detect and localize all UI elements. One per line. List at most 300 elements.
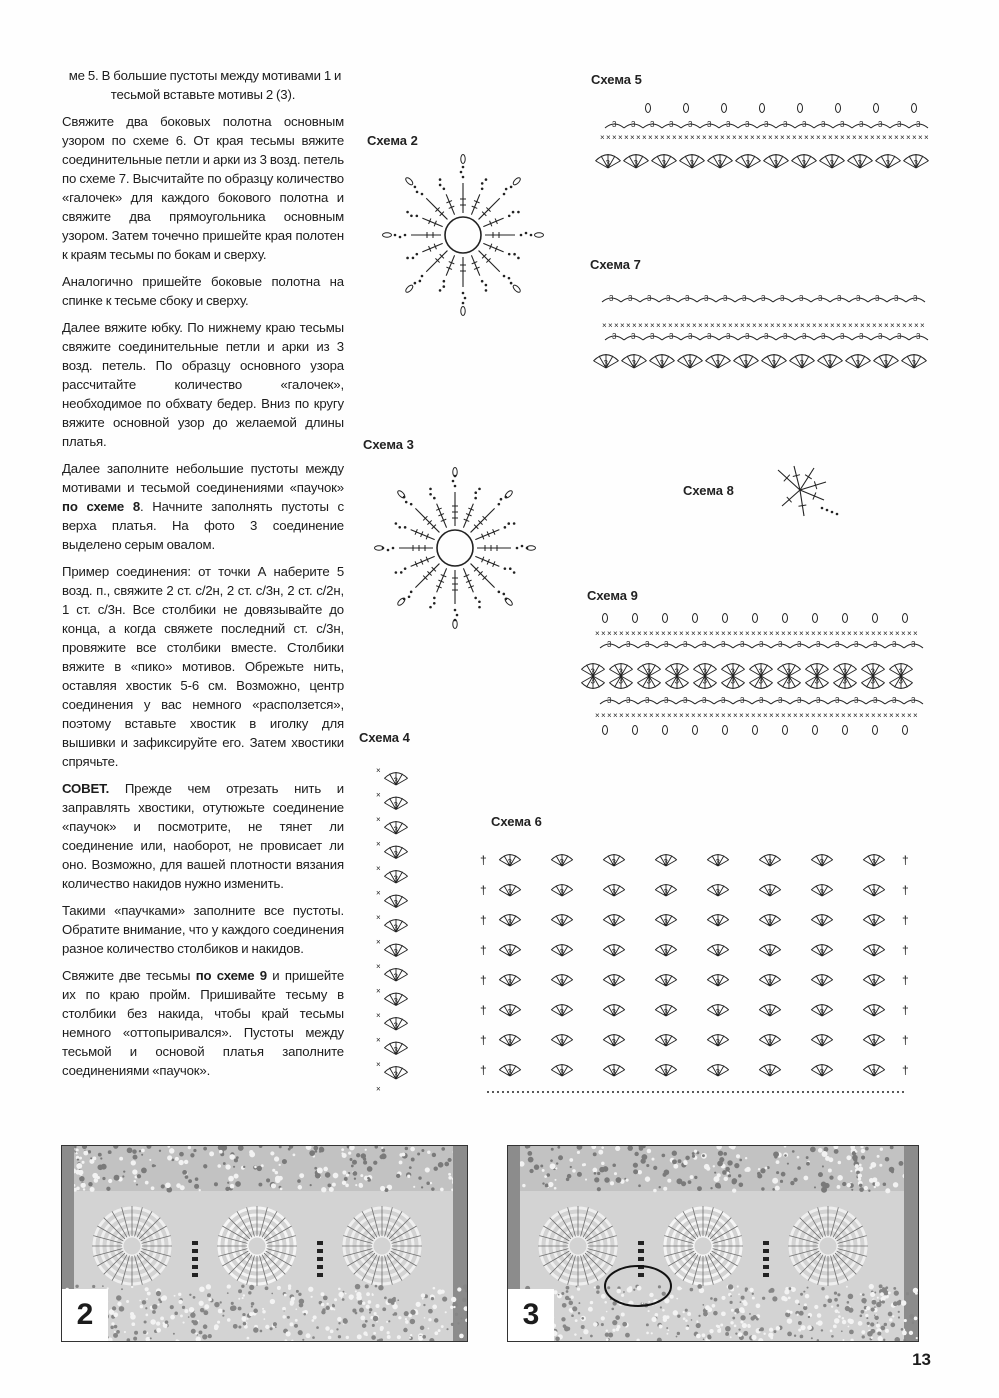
svg-text:×: × xyxy=(823,629,828,638)
svg-text:×: × xyxy=(793,629,798,638)
svg-text:×: × xyxy=(721,711,726,720)
svg-text:3: 3 xyxy=(767,857,772,867)
svg-text:×: × xyxy=(630,133,635,142)
svg-text:×: × xyxy=(685,629,690,638)
svg-text:×: × xyxy=(714,133,719,142)
svg-text:3: 3 xyxy=(611,887,616,897)
svg-text:×: × xyxy=(715,711,720,720)
svg-text:3: 3 xyxy=(707,332,712,341)
svg-text:3: 3 xyxy=(859,332,864,341)
svg-text:3: 3 xyxy=(393,898,398,908)
svg-text:×: × xyxy=(776,321,781,330)
paragraph-9: Свяжите две тесьмы по схеме 9 и пришейте их по краю пройм. Пришивайте тесьму в столбики без накида, чтобы край тесьмы немного «оттопыривался». Пустоты между тесьмой и основой платья заполните соединениями «паучок». xyxy=(62,968,344,1078)
svg-text:3: 3 xyxy=(819,1037,824,1047)
svg-text:3: 3 xyxy=(683,696,688,705)
svg-text:3: 3 xyxy=(715,947,720,957)
svg-text:3: 3 xyxy=(840,332,845,341)
svg-text:×: × xyxy=(872,321,877,330)
svg-text:×: × xyxy=(811,629,816,638)
svg-text:3: 3 xyxy=(618,667,623,677)
svg-text:×: × xyxy=(908,321,913,330)
svg-text:×: × xyxy=(678,133,683,142)
svg-text:×: × xyxy=(817,629,822,638)
svg-text:×: × xyxy=(876,133,881,142)
svg-text:†: † xyxy=(902,853,909,867)
svg-text:×: × xyxy=(900,133,905,142)
svg-text:3: 3 xyxy=(631,120,636,129)
svg-text:3: 3 xyxy=(783,120,788,129)
svg-text:3: 3 xyxy=(611,1007,616,1017)
svg-text:×: × xyxy=(907,711,912,720)
svg-text:×: × xyxy=(799,711,804,720)
svg-text:3: 3 xyxy=(916,120,921,129)
scheme-2-diagram xyxy=(378,150,548,320)
svg-text:×: × xyxy=(376,1011,381,1020)
photo-2 xyxy=(61,1145,468,1342)
svg-text:3: 3 xyxy=(702,640,707,649)
svg-text:×: × xyxy=(637,629,642,638)
svg-text:3: 3 xyxy=(871,947,876,957)
svg-text:3: 3 xyxy=(885,159,890,169)
svg-text:×: × xyxy=(613,629,618,638)
scheme-6-diagram xyxy=(478,840,918,1100)
paragraph-4: Далее вяжите юбку. По нижнему краю тесьмы свяжите соединительные петли и арки из 3 возд. петель. По образцу основного узора рассчитайте количество «галочек», необходимое по обхвату бедер. Вниз по кругу вяжите основной узор до желаемой длины платья. xyxy=(62,320,344,449)
svg-text:×: × xyxy=(722,321,727,330)
svg-text:3: 3 xyxy=(911,640,916,649)
svg-text:3: 3 xyxy=(393,776,398,786)
svg-text:×: × xyxy=(853,629,858,638)
tip-label: СОВЕТ. xyxy=(62,781,110,796)
svg-text:×: × xyxy=(865,711,870,720)
svg-text:×: × xyxy=(376,937,381,947)
svg-text:3: 3 xyxy=(663,1067,668,1077)
svg-text:3: 3 xyxy=(913,294,918,303)
svg-text:3: 3 xyxy=(730,667,735,677)
svg-text:3: 3 xyxy=(605,159,610,169)
svg-text:×: × xyxy=(703,711,708,720)
svg-text:×: × xyxy=(686,321,691,330)
svg-text:×: × xyxy=(625,629,630,638)
svg-text:†: † xyxy=(902,973,909,987)
svg-text:×: × xyxy=(666,133,671,142)
svg-text:3: 3 xyxy=(559,857,564,867)
svg-text:3: 3 xyxy=(897,120,902,129)
svg-text:3: 3 xyxy=(559,1067,564,1077)
svg-text:×: × xyxy=(606,133,611,142)
svg-text:×: × xyxy=(840,133,845,142)
svg-text:3: 3 xyxy=(715,887,720,897)
svg-text:†: † xyxy=(902,1063,909,1077)
svg-text:×: × xyxy=(619,629,624,638)
svg-text:×: × xyxy=(788,321,793,330)
svg-text:×: × xyxy=(732,133,737,142)
svg-text:×: × xyxy=(679,629,684,638)
svg-text:3: 3 xyxy=(721,696,726,705)
svg-text:3: 3 xyxy=(761,294,766,303)
svg-text:3: 3 xyxy=(726,332,731,341)
page-number: 13 xyxy=(912,1350,931,1369)
svg-text:×: × xyxy=(847,711,852,720)
svg-text:3: 3 xyxy=(663,1007,668,1017)
svg-text:×: × xyxy=(673,629,678,638)
svg-text:3: 3 xyxy=(590,676,595,686)
svg-text:×: × xyxy=(794,321,799,330)
svg-text:×: × xyxy=(667,629,672,638)
svg-text:3: 3 xyxy=(854,696,859,705)
svg-text:×: × xyxy=(715,629,720,638)
svg-text:3: 3 xyxy=(871,887,876,897)
svg-text:3: 3 xyxy=(707,120,712,129)
svg-text:×: × xyxy=(860,321,865,330)
svg-text:×: × xyxy=(601,629,606,638)
svg-text:3: 3 xyxy=(873,696,878,705)
scheme-6-label: Схема 6 xyxy=(491,814,542,829)
svg-text:×: × xyxy=(871,629,876,638)
svg-text:3: 3 xyxy=(842,667,847,677)
svg-text:×: × xyxy=(710,321,715,330)
svg-text:×: × xyxy=(612,133,617,142)
svg-text:×: × xyxy=(912,133,917,142)
svg-text:3: 3 xyxy=(742,294,747,303)
svg-text:×: × xyxy=(756,133,761,142)
svg-text:3: 3 xyxy=(507,857,512,867)
svg-text:3: 3 xyxy=(870,667,875,677)
svg-text:3: 3 xyxy=(778,640,783,649)
svg-text:×: × xyxy=(757,711,762,720)
svg-text:×: × xyxy=(726,133,731,142)
svg-text:×: × xyxy=(781,629,786,638)
svg-text:3: 3 xyxy=(721,640,726,649)
scheme-9-label: Схема 9 xyxy=(587,588,638,603)
svg-text:×: × xyxy=(774,133,779,142)
svg-text:3: 3 xyxy=(819,917,824,927)
svg-text:×: × xyxy=(847,629,852,638)
svg-text:×: × xyxy=(661,629,666,638)
svg-text:×: × xyxy=(727,629,732,638)
svg-text:×: × xyxy=(799,629,804,638)
svg-text:×: × xyxy=(631,629,636,638)
svg-text:3: 3 xyxy=(840,120,845,129)
svg-text:3: 3 xyxy=(590,667,595,677)
svg-text:×: × xyxy=(660,133,665,142)
svg-text:×: × xyxy=(376,864,381,873)
svg-text:×: × xyxy=(889,629,894,638)
svg-text:×: × xyxy=(902,321,907,330)
svg-text:×: × xyxy=(848,321,853,330)
scheme-4-diagram xyxy=(372,765,422,1100)
svg-text:×: × xyxy=(376,1035,381,1045)
svg-text:×: × xyxy=(376,913,381,922)
svg-text:×: × xyxy=(691,711,696,720)
svg-text:×: × xyxy=(853,711,858,720)
svg-text:3: 3 xyxy=(745,332,750,341)
svg-text:×: × xyxy=(649,711,654,720)
scheme-5-diagram xyxy=(590,98,940,198)
svg-text:3: 3 xyxy=(854,640,859,649)
svg-text:×: × xyxy=(746,321,751,330)
svg-text:3: 3 xyxy=(814,676,819,686)
svg-text:×: × xyxy=(619,711,624,720)
svg-text:3: 3 xyxy=(767,1007,772,1017)
svg-text:×: × xyxy=(696,133,701,142)
svg-text:3: 3 xyxy=(871,1067,876,1077)
svg-text:3: 3 xyxy=(393,849,398,859)
svg-text:×: × xyxy=(674,321,679,330)
svg-text:×: × xyxy=(728,321,733,330)
svg-text:3: 3 xyxy=(631,332,636,341)
svg-text:×: × xyxy=(667,711,672,720)
svg-text:×: × xyxy=(618,133,623,142)
svg-text:3: 3 xyxy=(507,1067,512,1077)
svg-text:×: × xyxy=(829,629,834,638)
svg-text:×: × xyxy=(655,629,660,638)
svg-text:3: 3 xyxy=(507,947,512,957)
svg-text:3: 3 xyxy=(702,676,707,686)
svg-text:×: × xyxy=(913,629,918,638)
svg-text:3: 3 xyxy=(758,676,763,686)
svg-text:3: 3 xyxy=(611,947,616,957)
svg-text:×: × xyxy=(662,321,667,330)
svg-text:3: 3 xyxy=(871,1007,876,1017)
svg-text:†: † xyxy=(902,1033,909,1047)
svg-text:3: 3 xyxy=(611,977,616,987)
svg-text:3: 3 xyxy=(633,159,638,169)
svg-text:×: × xyxy=(792,133,797,142)
svg-text:×: × xyxy=(834,133,839,142)
svg-text:×: × xyxy=(690,133,695,142)
svg-text:3: 3 xyxy=(559,1037,564,1047)
svg-text:×: × xyxy=(661,711,666,720)
svg-text:3: 3 xyxy=(609,294,614,303)
svg-text:3: 3 xyxy=(767,1067,772,1077)
svg-text:×: × xyxy=(888,133,893,142)
svg-text:×: × xyxy=(877,711,882,720)
svg-text:3: 3 xyxy=(871,1037,876,1047)
svg-text:×: × xyxy=(739,629,744,638)
svg-text:3: 3 xyxy=(816,640,821,649)
svg-text:×: × xyxy=(918,133,923,142)
svg-text:3: 3 xyxy=(740,696,745,705)
svg-text:3: 3 xyxy=(780,294,785,303)
svg-text:3: 3 xyxy=(507,887,512,897)
svg-text:3: 3 xyxy=(897,332,902,341)
svg-text:3: 3 xyxy=(835,640,840,649)
svg-text:×: × xyxy=(901,711,906,720)
svg-text:×: × xyxy=(786,133,791,142)
svg-text:×: × xyxy=(871,711,876,720)
svg-text:3: 3 xyxy=(819,1067,824,1077)
svg-text:×: × xyxy=(890,321,895,330)
svg-text:3: 3 xyxy=(674,676,679,686)
svg-text:†: † xyxy=(480,1003,487,1017)
svg-text:3: 3 xyxy=(745,120,750,129)
svg-text:×: × xyxy=(673,711,678,720)
paragraph-tip: СОВЕТ. Прежде чем отрезать нить и заправлять хвостики, отутюжьте соединение «паучок» и посмотрите, не тянет ли соединение или, наоборот, не провисает ли оно. Возможно, для вашей плотности вязания количество накидов нужно изменить. xyxy=(62,781,344,891)
svg-text:×: × xyxy=(787,629,792,638)
svg-text:×: × xyxy=(601,711,606,720)
svg-text:3: 3 xyxy=(663,857,668,867)
svg-text:×: × xyxy=(889,711,894,720)
svg-text:3: 3 xyxy=(799,294,804,303)
svg-text:3: 3 xyxy=(819,857,824,867)
svg-text:×: × xyxy=(895,629,900,638)
paragraph-3: Аналогично пришейте боковые полотна на спинке к тесьме сбоку и сверху. xyxy=(62,274,344,308)
svg-text:3: 3 xyxy=(704,294,709,303)
svg-text:3: 3 xyxy=(646,676,651,686)
svg-text:3: 3 xyxy=(715,1067,720,1077)
svg-text:3: 3 xyxy=(726,120,731,129)
svg-text:×: × xyxy=(739,711,744,720)
svg-text:†: † xyxy=(480,973,487,987)
svg-text:3: 3 xyxy=(645,640,650,649)
svg-text:3: 3 xyxy=(801,159,806,169)
svg-text:×: × xyxy=(852,133,857,142)
photo-number: 3 xyxy=(508,1289,554,1341)
svg-text:3: 3 xyxy=(646,667,651,677)
svg-text:×: × xyxy=(859,629,864,638)
svg-text:3: 3 xyxy=(873,640,878,649)
svg-text:×: × xyxy=(595,711,600,720)
svg-text:×: × xyxy=(709,711,714,720)
svg-text:3: 3 xyxy=(829,159,834,169)
svg-text:3: 3 xyxy=(767,1037,772,1047)
svg-text:3: 3 xyxy=(618,676,623,686)
svg-text:3: 3 xyxy=(715,1037,720,1047)
svg-text:3: 3 xyxy=(767,947,772,957)
svg-text:3: 3 xyxy=(559,977,564,987)
svg-text:×: × xyxy=(907,629,912,638)
svg-text:3: 3 xyxy=(715,1007,720,1017)
svg-text:3: 3 xyxy=(916,332,921,341)
svg-text:×: × xyxy=(733,629,738,638)
svg-text:×: × xyxy=(702,133,707,142)
svg-text:×: × xyxy=(376,815,381,824)
svg-text:3: 3 xyxy=(715,917,720,927)
svg-text:3: 3 xyxy=(666,294,671,303)
svg-text:×: × xyxy=(877,629,882,638)
svg-text:3: 3 xyxy=(393,1045,398,1055)
svg-text:3: 3 xyxy=(393,972,398,982)
svg-text:×: × xyxy=(817,711,822,720)
svg-text:×: × xyxy=(882,133,887,142)
svg-text:×: × xyxy=(708,133,713,142)
svg-text:3: 3 xyxy=(661,159,666,169)
svg-text:3: 3 xyxy=(878,332,883,341)
svg-text:×: × xyxy=(878,321,883,330)
svg-text:×: × xyxy=(770,321,775,330)
svg-text:×: × xyxy=(376,766,381,775)
svg-text:3: 3 xyxy=(393,996,398,1006)
svg-text:×: × xyxy=(643,629,648,638)
svg-text:×: × xyxy=(636,133,641,142)
svg-text:×: × xyxy=(733,711,738,720)
svg-text:×: × xyxy=(758,321,763,330)
svg-text:3: 3 xyxy=(745,159,750,169)
svg-text:3: 3 xyxy=(773,159,778,169)
svg-text:3: 3 xyxy=(814,667,819,677)
svg-text:3: 3 xyxy=(778,696,783,705)
svg-text:3: 3 xyxy=(688,120,693,129)
svg-text:×: × xyxy=(684,133,689,142)
svg-text:3: 3 xyxy=(767,887,772,897)
svg-text:3: 3 xyxy=(894,294,899,303)
svg-text:3: 3 xyxy=(878,120,883,129)
svg-text:3: 3 xyxy=(855,359,860,369)
svg-text:×: × xyxy=(829,711,834,720)
svg-text:3: 3 xyxy=(687,359,692,369)
scheme-7-label: Схема 7 xyxy=(590,257,641,272)
svg-text:×: × xyxy=(884,321,889,330)
svg-text:×: × xyxy=(764,321,769,330)
svg-text:3: 3 xyxy=(856,294,861,303)
svg-text:3: 3 xyxy=(870,676,875,686)
svg-text:3: 3 xyxy=(393,825,398,835)
svg-text:×: × xyxy=(793,711,798,720)
svg-text:†: † xyxy=(902,943,909,957)
svg-text:3: 3 xyxy=(892,640,897,649)
svg-text:3: 3 xyxy=(771,359,776,369)
svg-text:3: 3 xyxy=(837,294,842,303)
svg-text:3: 3 xyxy=(819,1007,824,1017)
svg-text:×: × xyxy=(841,629,846,638)
svg-text:3: 3 xyxy=(607,640,612,649)
svg-text:3: 3 xyxy=(816,696,821,705)
svg-text:3: 3 xyxy=(611,917,616,927)
svg-text:3: 3 xyxy=(871,857,876,867)
svg-text:×: × xyxy=(806,321,811,330)
svg-text:†: † xyxy=(902,1003,909,1017)
svg-text:3: 3 xyxy=(507,1007,512,1017)
scheme-5-label: Схема 5 xyxy=(591,72,642,87)
svg-text:×: × xyxy=(704,321,709,330)
svg-text:×: × xyxy=(656,321,661,330)
svg-text:×: × xyxy=(734,321,739,330)
svg-text:3: 3 xyxy=(559,1007,564,1017)
svg-text:3: 3 xyxy=(702,667,707,677)
svg-text:×: × xyxy=(698,321,703,330)
svg-text:×: × xyxy=(798,133,803,142)
svg-text:×: × xyxy=(883,711,888,720)
svg-text:×: × xyxy=(721,629,726,638)
svg-text:×: × xyxy=(692,321,697,330)
svg-text:3: 3 xyxy=(898,667,903,677)
svg-text:3: 3 xyxy=(393,874,398,884)
svg-text:×: × xyxy=(614,321,619,330)
svg-text:×: × xyxy=(697,629,702,638)
svg-text:3: 3 xyxy=(827,359,832,369)
svg-text:3: 3 xyxy=(913,159,918,169)
svg-text:×: × xyxy=(727,711,732,720)
svg-text:3: 3 xyxy=(393,1070,398,1080)
svg-text:×: × xyxy=(751,711,756,720)
svg-text:×: × xyxy=(685,711,690,720)
svg-text:3: 3 xyxy=(764,120,769,129)
svg-text:×: × xyxy=(376,962,381,971)
svg-text:3: 3 xyxy=(911,696,916,705)
svg-text:3: 3 xyxy=(393,923,398,933)
svg-text:×: × xyxy=(648,133,653,142)
svg-text:×: × xyxy=(602,321,607,330)
svg-text:3: 3 xyxy=(730,676,735,686)
svg-text:×: × xyxy=(649,629,654,638)
svg-text:3: 3 xyxy=(799,359,804,369)
svg-text:3: 3 xyxy=(802,332,807,341)
svg-text:×: × xyxy=(920,321,925,330)
svg-text:3: 3 xyxy=(612,120,617,129)
svg-text:×: × xyxy=(835,629,840,638)
svg-text:×: × xyxy=(655,711,660,720)
svg-text:×: × xyxy=(810,133,815,142)
